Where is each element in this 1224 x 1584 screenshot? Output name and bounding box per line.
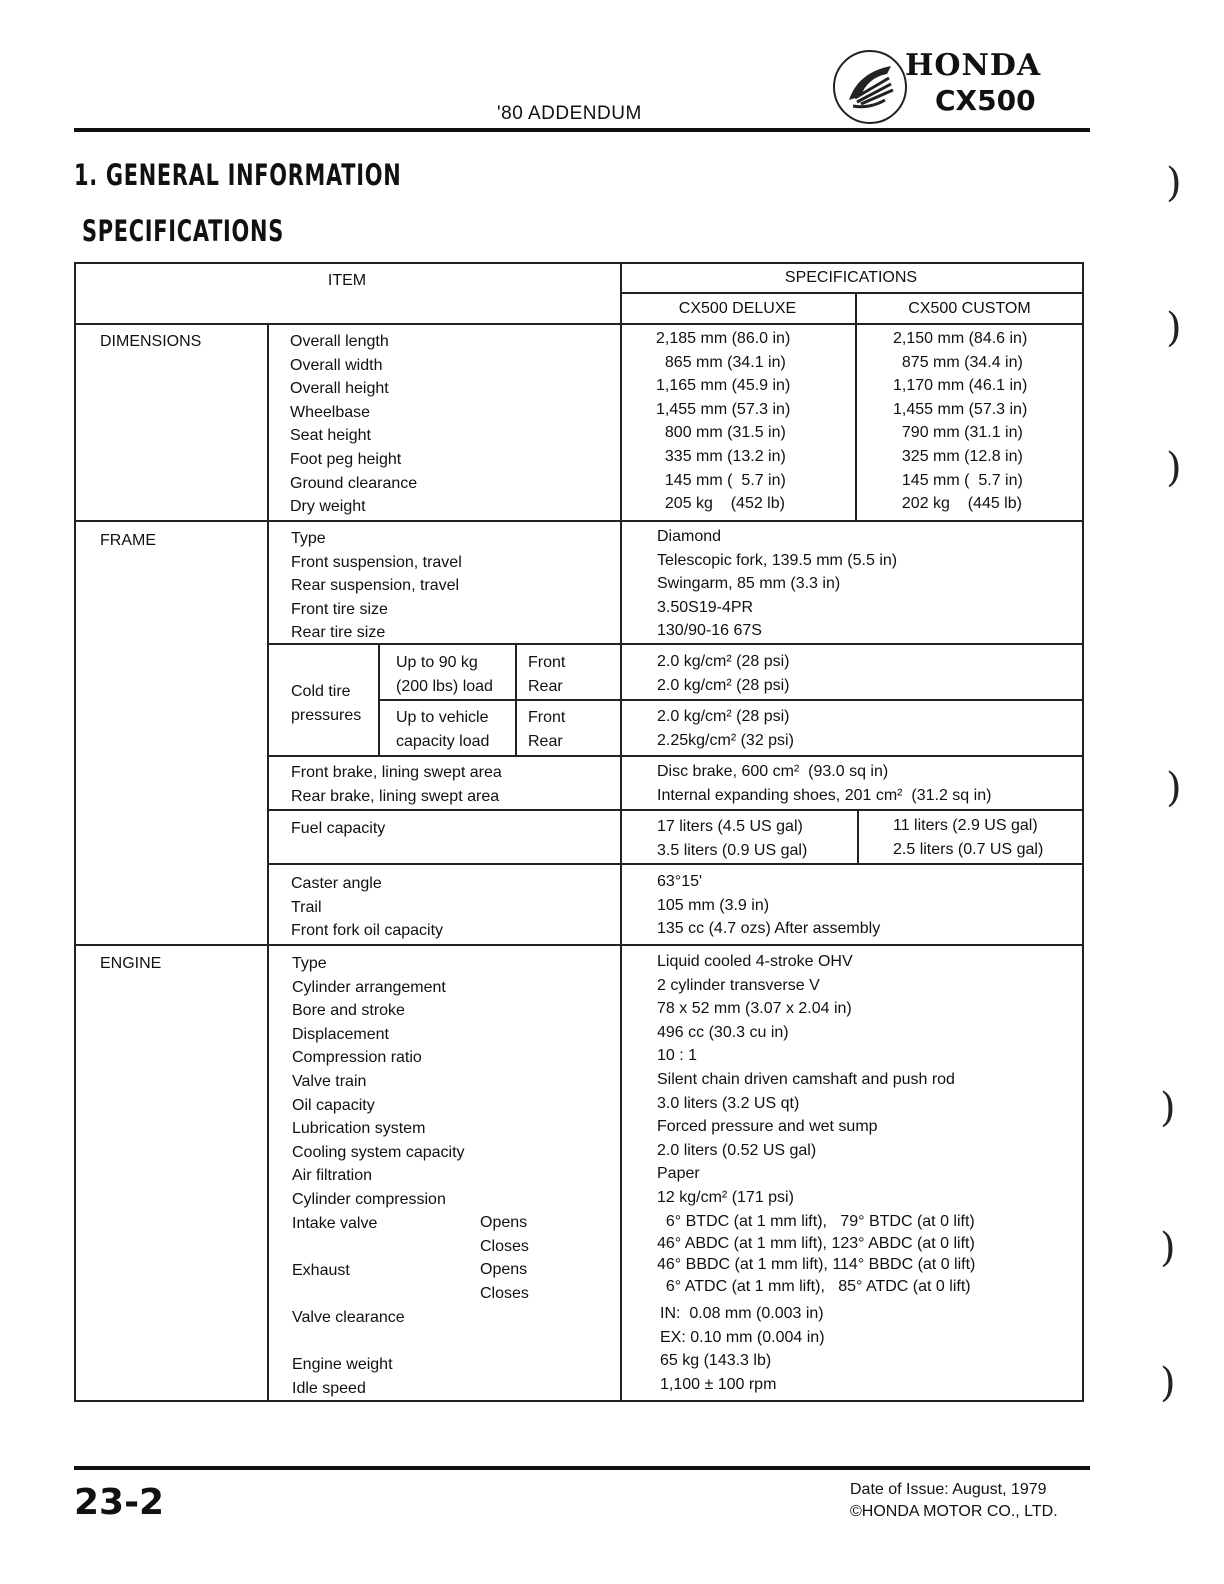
addendum-label: '80 ADDENDUM — [497, 103, 642, 124]
tire-pos-light: Front Rear — [528, 654, 566, 695]
col-deluxe-header: CX500 DELUXE — [678, 300, 797, 317]
dimensions-items: Overall length Overall width Overall height Wheelbase Seat height Foot peg height Ground clearance Dry weight — [290, 333, 418, 516]
tire-load-light: Up to 90 kg (200 lbs) load — [396, 654, 493, 695]
table-border-left — [74, 262, 76, 1402]
table-border-top — [74, 262, 1084, 264]
row-divider-frame — [74, 520, 1084, 522]
valve-events: Opens Closes Opens Closes — [480, 1214, 529, 1302]
binding-mark: ) — [1160, 1085, 1176, 1131]
issue-info: Date of Issue: August, 1979 ©HONDA MOTOR CO., LTD. — [850, 1481, 1058, 1520]
table-border-bottom — [74, 1400, 1084, 1402]
col-item-header: ITEM — [327, 272, 367, 289]
fuel-divider-variant — [857, 809, 859, 863]
dimensions-deluxe-values: 2,185 mm (86.0 in) 865 mm (34.1 in) 1,165 mm (45.9 in) 1,455 mm (57.3 in) 800 mm (31.5 in) 335 mm (13.2 in) 145 mm ( 5.7 in) 205 kg (452 lb) — [656, 330, 791, 513]
caster-items: Caster angle Trail Front fork oil capacity — [291, 875, 444, 940]
binding-mark: ) — [1166, 160, 1182, 206]
brand-name: HONDA — [905, 48, 1042, 83]
section-title: 1. GENERAL INFORMATION — [74, 158, 402, 192]
row-divider-brakes — [267, 755, 1084, 757]
binding-mark: ) — [1160, 1225, 1176, 1271]
subsection-title: SPECIFICATIONS — [82, 214, 284, 248]
group-label-engine: ENGINE — [100, 955, 162, 972]
model-name: CX500 — [935, 84, 1036, 117]
group-label-dimensions: DIMENSIONS — [100, 333, 202, 350]
valve-timing: 6° BTDC (at 1 mm lift), 79° BTDC (at 0 lift) 46° ABDC (at 1 mm lift), 123° ABDC (at 0 lift) 46° BBDC (at 1 mm lift), 114° BBDC (at 0 lift) 6° ATDC (at 1 mm lift), 85° ATDC (at 0 lift) — [657, 1213, 976, 1295]
table-header-bottom — [74, 323, 1084, 325]
frame-specs: Diamond Telescopic fork, 139.5 mm (5.5 in) Swingarm, 85 mm (3.3 in) 3.50S19-4PR 130/90-16 67S — [657, 528, 898, 640]
cold-tire-label: Cold tire pressures — [291, 683, 362, 724]
dimensions-custom-values: 2,150 mm (84.6 in) 875 mm (34.4 in) 1,170 mm (46.1 in) 1,455 mm (57.3 in) 790 mm (31.1 in) 325 mm (12.8 in) 145 mm ( 5.7 in) 202 kg (445 lb) — [893, 330, 1028, 513]
wing-logo-icon — [833, 50, 907, 124]
row-divider-engine — [74, 944, 1084, 946]
fuel-deluxe: 17 liters (4.5 US gal) 3.5 liters (0.9 US gal) — [657, 818, 808, 859]
tire-row-divider — [378, 699, 1084, 701]
tire-pressure-light: 2.0 kg/cm² (28 psi) 2.0 kg/cm² (28 psi) — [657, 653, 790, 694]
header-rule — [74, 128, 1090, 132]
binding-mark: ) — [1166, 445, 1182, 491]
row-divider-fuel — [267, 809, 1084, 811]
frame-items: Type Front suspension, travel Rear suspension, travel Front tire size Rear tire size — [291, 530, 462, 642]
tire-load-full: Up to vehicle capacity load — [396, 709, 490, 750]
fuel-item: Fuel capacity — [291, 820, 386, 837]
tire-pos-full: Front Rear — [528, 709, 566, 750]
col-custom-header: CX500 CUSTOM — [908, 300, 1031, 317]
table-header-split — [620, 292, 1084, 294]
row-divider-caster — [267, 863, 1084, 865]
footer-rule — [74, 1466, 1090, 1470]
table-border-right — [1082, 262, 1084, 1402]
page-number: 23-2 — [74, 1482, 165, 1523]
engine-specs: Liquid cooled 4-stroke OHV 2 cylinder transverse V 78 x 52 mm (3.07 x 2.04 in) 496 cc (30.3 cu in) 10 : 1 Silent chain driven camshaft and push rod 3.0 liters (3.2 US qt) Forced pressure and wet sump 2.0 liters (0.52 US gal) Paper 12 kg/cm² (171 psi) — [657, 953, 955, 1206]
table-divider-spec — [620, 262, 622, 1402]
caster-specs: 63°15' 105 mm (3.9 in) 135 cc (4.7 ozs) After assembly — [657, 873, 881, 938]
binding-mark: ) — [1166, 305, 1182, 351]
brake-items: Front brake, lining swept area Rear brake, lining swept area — [291, 764, 502, 805]
table-divider-variant — [855, 292, 857, 522]
tire-pressure-full: 2.0 kg/cm² (28 psi) 2.25kg/cm² (32 psi) — [657, 708, 794, 749]
col-specs-header: SPECIFICATIONS — [784, 269, 918, 286]
clearance-weight-idle: IN: 0.08 mm (0.003 in) EX: 0.10 mm (0.004 in) 65 kg (143.3 lb) 1,100 ± 100 rpm — [660, 1305, 825, 1393]
engine-items: Type Cylinder arrangement Bore and stroke Displacement Compression ratio Valve train Oil capacity Lubrication system Cooling system capacity Air filtration Cylinder compression Intake valve Exhaust Valve clearance Engine weight Idle speed — [292, 955, 465, 1397]
binding-mark: ) — [1166, 765, 1182, 811]
binding-mark: ) — [1160, 1360, 1176, 1406]
brake-specs: Disc brake, 600 cm² (93.0 sq in) Internal expanding shoes, 201 cm² (31.2 sq in) — [657, 763, 992, 804]
group-label-frame: FRAME — [100, 532, 156, 549]
fuel-custom: 11 liters (2.9 US gal) 2.5 liters (0.7 US gal) — [893, 817, 1044, 858]
